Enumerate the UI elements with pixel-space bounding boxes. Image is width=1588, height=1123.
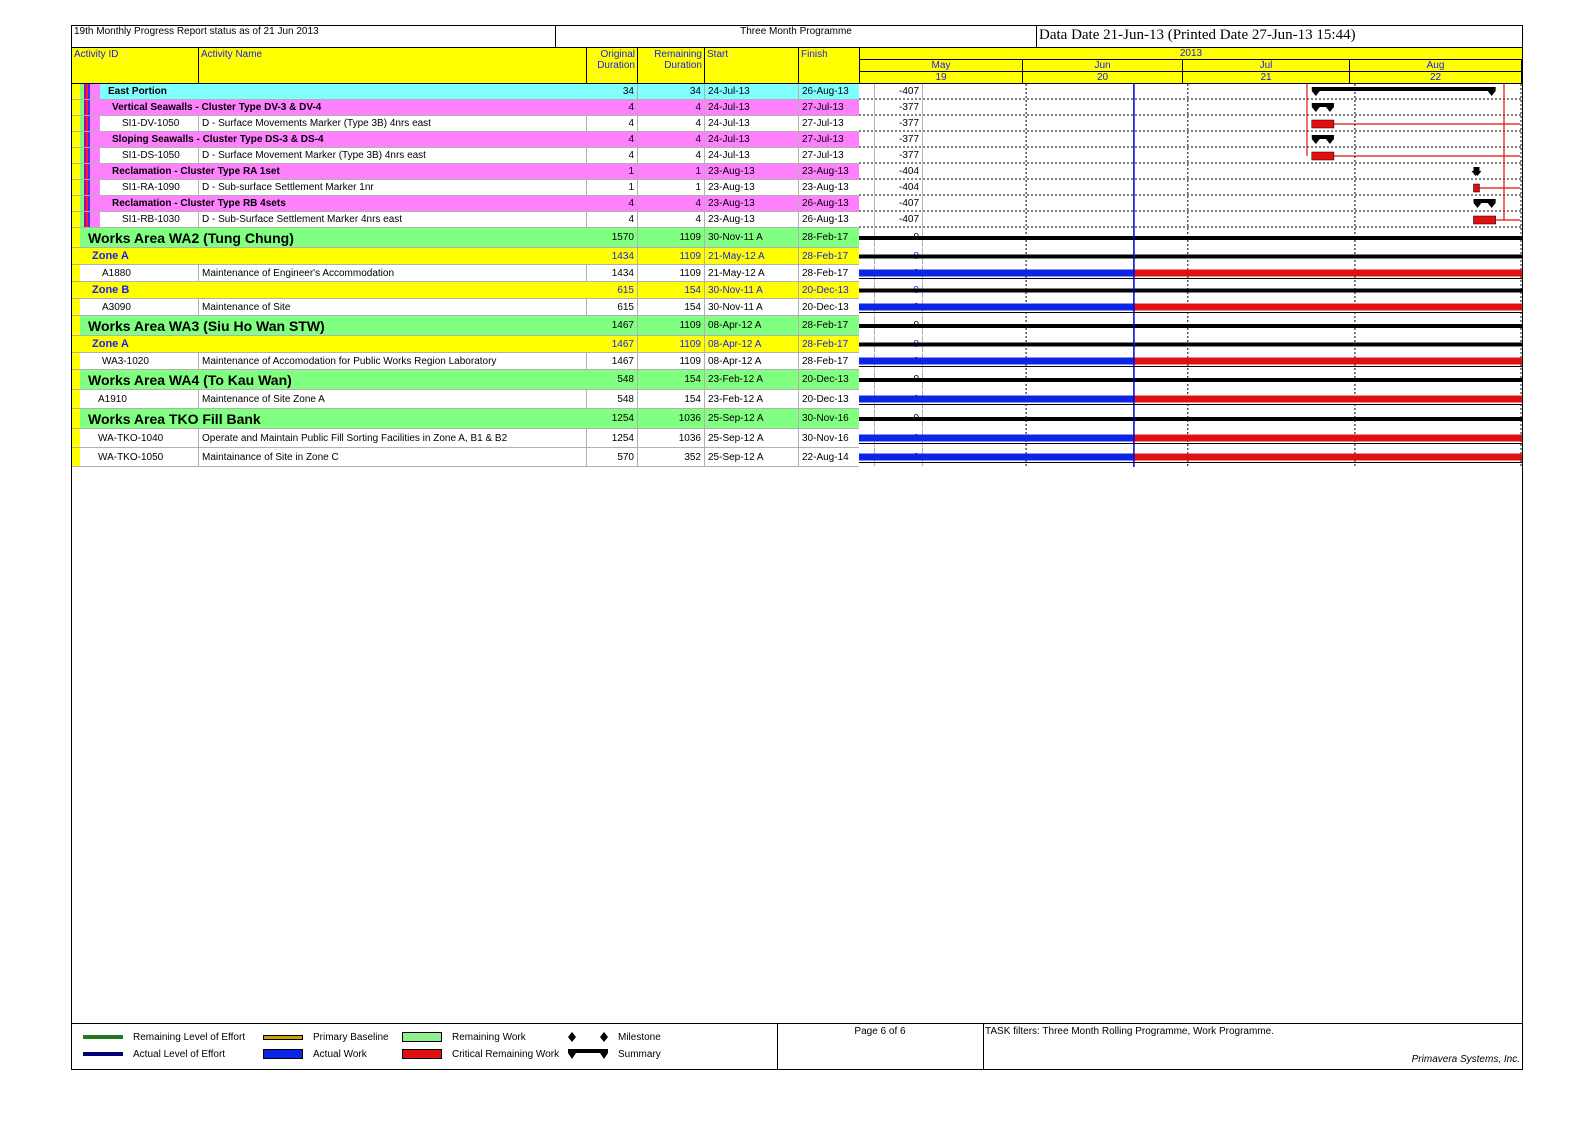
actual-work-bar [859, 454, 1134, 461]
wbs-row[interactable] [72, 84, 919, 100]
cell-od: 570 [587, 448, 638, 466]
cell-od: 1434 [587, 248, 638, 264]
actual-work-bar [859, 396, 1134, 403]
timescale-header [859, 47, 1522, 84]
cell-od: 4 [587, 148, 638, 163]
cell-tf: -407 [875, 196, 923, 211]
summary-bar-icon [568, 1049, 608, 1059]
cell-od: 4 [587, 116, 638, 131]
cell-od: 1254 [587, 409, 638, 428]
wbs-row[interactable] [72, 100, 919, 116]
cell-od: 4 [587, 100, 638, 115]
cell-rd: 154 [638, 299, 705, 315]
cell-start: 23-Aug-13 [705, 164, 799, 179]
row-gutter [72, 299, 80, 315]
wbs-row[interactable] [72, 228, 859, 248]
critical-bar [1473, 216, 1495, 224]
cell-rd: 1 [638, 164, 705, 179]
summary-bar [859, 417, 1522, 421]
cell-finish: 28-Feb-17 [799, 336, 875, 352]
wbs-row[interactable] [72, 164, 919, 180]
cell-finish: 20-Dec-13 [799, 299, 875, 315]
cell-finish: 30-Nov-16 [799, 409, 875, 428]
legend-actual-loe: Actual Level of Effort [83, 1047, 225, 1061]
row-gutter [72, 196, 100, 211]
cell-od: 1467 [587, 316, 638, 335]
col-finish[interactable]: Finish [799, 48, 875, 84]
cell-start: 24-Jul-13 [705, 100, 799, 115]
cell-id: SI1-RA-1090 [112, 180, 199, 195]
cell-finish: 20-Dec-13 [799, 282, 875, 298]
critical-bar [1134, 270, 1522, 277]
critical-bar [1312, 152, 1334, 160]
row-gutter [72, 336, 80, 352]
col-activity-id[interactable]: Activity ID [72, 48, 199, 84]
cell-tf: -377 [875, 116, 923, 131]
cell-start: 24-Jul-13 [705, 132, 799, 147]
task-filters: TASK filters: Three Month Rolling Programme, Work Programme. [985, 1026, 1274, 1037]
row-gutter [72, 212, 100, 227]
summary-bar [859, 236, 1522, 240]
cell-start: 23-Aug-13 [705, 212, 799, 227]
cell-od: 1434 [587, 265, 638, 281]
cell-start: 08-Apr-12 A [705, 336, 799, 352]
row-gutter [72, 132, 100, 147]
cell-start: 24-Jul-13 [705, 84, 799, 99]
wbs-name: Vertical Seawalls - Cluster Type DV-3 & DV-4 [112, 102, 322, 113]
summary-bar [859, 324, 1522, 328]
cell-od: 1467 [587, 353, 638, 369]
cell-start: 23-Feb-12 A [705, 370, 799, 389]
activity-row[interactable] [72, 148, 919, 164]
cell-start: 30-Nov-11 A [705, 282, 799, 298]
cell-rd: 4 [638, 212, 705, 227]
summary-bar [1312, 103, 1334, 112]
cell-start: 23-Aug-13 [705, 180, 799, 195]
cell-start: 08-Apr-12 A [705, 353, 799, 369]
row-gutter [72, 282, 80, 298]
cell-rd: 1109 [638, 248, 705, 264]
cell-rd: 1036 [638, 409, 705, 428]
programme-title: Three Month Programme [740, 26, 852, 37]
data-date-title: Data Date 21-Jun-13 (Printed Date 27-Jun-13 15:44) [1036, 25, 1522, 47]
cell-finish: 28-Feb-17 [799, 265, 875, 281]
cell-start: 08-Apr-12 A [705, 316, 799, 335]
timescale-week: 20 [1023, 72, 1183, 84]
cell-tf: -377 [875, 132, 923, 147]
cell-start: 21-May-12 A [705, 265, 799, 281]
row-gutter [72, 228, 80, 247]
cell-od: 548 [587, 390, 638, 408]
wbs-name: Works Area WA4 (To Kau Wan) [88, 371, 292, 388]
wbs-name: Reclamation - Cluster Type RA 1set [112, 166, 280, 177]
cell-finish: 23-Aug-13 [799, 180, 875, 195]
cell-start: 25-Sep-12 A [705, 409, 799, 428]
row-gutter [72, 316, 80, 335]
cell-od: 615 [587, 299, 638, 315]
cell-od: 548 [587, 370, 638, 389]
legend-milestone: Milestone [568, 1030, 661, 1044]
legend-actual-work: Actual Work [263, 1047, 367, 1061]
critical-bar [1473, 184, 1479, 192]
cell-finish: 30-Nov-16 [799, 429, 875, 447]
cell-rd: 154 [638, 370, 705, 389]
gantt-chart [859, 84, 1522, 476]
cell-rd: 1109 [638, 265, 705, 281]
report-title: 19th Monthly Progress Report status as of 21 Jun 2013 [72, 25, 556, 47]
cell-name: Maintainance of Site in Zone C [199, 448, 587, 466]
row-gutter [72, 370, 80, 389]
wbs-row[interactable] [72, 409, 859, 429]
wbs-row[interactable] [72, 132, 919, 148]
timescale-month: May [860, 60, 1023, 72]
cell-rd: 4 [638, 116, 705, 131]
wbs-name: Zone B [92, 284, 130, 296]
wbs-name: Reclamation - Cluster Type RB 4sets [112, 198, 286, 209]
legend-swatch [402, 1049, 442, 1059]
row-gutter [72, 248, 80, 264]
activity-row[interactable] [72, 353, 859, 370]
col-original-duration[interactable]: Original Duration [587, 48, 638, 84]
row-gutter [72, 390, 80, 408]
cell-rd: 1 [638, 180, 705, 195]
timescale-week: 19 [860, 72, 1023, 84]
critical-bar [1134, 435, 1522, 442]
timescale-year: 2013 [860, 48, 1522, 60]
cell-start: 24-Jul-13 [705, 148, 799, 163]
cell-od: 34 [587, 84, 638, 99]
cell-od: 4 [587, 196, 638, 211]
cell-rd: 4 [638, 148, 705, 163]
cell-start: 30-Nov-11 A [705, 228, 799, 247]
row-gutter [72, 429, 80, 447]
cell-name: Maintenance of Accomodation for Public Works Region Laboratory [199, 353, 587, 369]
cell-id: SI1-DV-1050 [112, 116, 199, 131]
cell-rd: 1109 [638, 228, 705, 247]
cell-finish: 22-Aug-14 [799, 448, 875, 466]
cell-finish: 23-Aug-13 [799, 164, 875, 179]
legend-remaining-loe: Remaining Level of Effort [83, 1030, 245, 1044]
wbs-row[interactable] [72, 196, 919, 212]
cell-rd: 34 [638, 84, 705, 99]
cell-rd: 1109 [638, 316, 705, 335]
critical-bar [1312, 120, 1334, 128]
cell-rd: 4 [638, 132, 705, 147]
cell-id: A1910 [88, 390, 199, 408]
cell-name: D - Surface Movement Marker (Type 3B) 4nrs east [199, 148, 587, 163]
timescale-month: Jul [1183, 60, 1350, 72]
wbs-row[interactable] [72, 282, 859, 299]
summary-bar [859, 289, 1522, 293]
cell-finish: 27-Jul-13 [799, 100, 875, 115]
critical-bar [1134, 396, 1522, 403]
cell-finish: 28-Feb-17 [799, 228, 875, 247]
cell-rd: 154 [638, 390, 705, 408]
cell-finish: 28-Feb-17 [799, 316, 875, 335]
cell-rd: 1109 [638, 336, 705, 352]
cell-finish: 26-Aug-13 [799, 212, 875, 227]
col-remaining-duration[interactable]: Remaining Duration [638, 48, 705, 84]
wbs-name: Works Area WA3 (Siu Ho Wan STW) [88, 317, 325, 334]
cell-finish: 20-Dec-13 [799, 370, 875, 389]
cell-rd: 352 [638, 448, 705, 466]
legend-swatch [263, 1049, 303, 1059]
critical-bar [1134, 454, 1522, 461]
column-header [72, 47, 859, 84]
cell-tf: -404 [875, 180, 923, 195]
summary-bar [859, 343, 1522, 347]
wbs-name: Zone A [92, 338, 129, 350]
actual-work-bar [859, 270, 1134, 277]
row-gutter [72, 164, 100, 179]
summary-bar [1473, 199, 1495, 208]
cell-tf: -377 [875, 100, 923, 115]
activity-row[interactable] [72, 265, 859, 282]
cell-tf: -404 [875, 164, 923, 179]
cell-finish: 26-Aug-13 [799, 196, 875, 211]
cell-id: WA-TKO-1040 [88, 429, 199, 447]
cell-finish: 27-Jul-13 [799, 116, 875, 131]
cell-rd: 1036 [638, 429, 705, 447]
row-gutter [72, 100, 100, 115]
cell-id: WA-TKO-1050 [88, 448, 199, 466]
cell-start: 21-May-12 A [705, 248, 799, 264]
legend-swatch [263, 1035, 303, 1040]
activity-row[interactable] [72, 429, 859, 448]
legend-summary: Summary [568, 1047, 661, 1061]
cell-finish: 27-Jul-13 [799, 132, 875, 147]
legend-panel [71, 1023, 1523, 1070]
cell-od: 1570 [587, 228, 638, 247]
timescale-week: 21 [1183, 72, 1350, 84]
actual-work-bar [859, 304, 1134, 311]
row-gutter [72, 448, 80, 466]
cell-start: 24-Jul-13 [705, 116, 799, 131]
legend-critical-remaining-work: Critical Remaining Work [402, 1047, 559, 1061]
cell-name: Maintenance of Site [199, 299, 587, 315]
row-gutter [72, 116, 100, 131]
timescale-month: Jun [1023, 60, 1183, 72]
cell-tf: -407 [875, 212, 923, 227]
col-start[interactable]: Start [705, 48, 799, 84]
cell-od: 1 [587, 180, 638, 195]
cell-id: A3090 [92, 299, 199, 315]
cell-od: 4 [587, 132, 638, 147]
wbs-name: Works Area TKO Fill Bank [88, 410, 261, 427]
legend-remaining-work: Remaining Work [402, 1030, 526, 1044]
wbs-row[interactable] [72, 336, 859, 353]
row-gutter [72, 148, 100, 163]
diamond-icon [568, 1032, 608, 1042]
cell-name: Maintenance of Site Zone A [199, 390, 587, 408]
wbs-name: Sloping Seawalls - Cluster Type DS-3 & DS-4 [112, 134, 324, 145]
cell-od: 615 [587, 282, 638, 298]
legend-primary-baseline: Primary Baseline [263, 1030, 389, 1044]
cell-name: D - Sub-Surface Settlement Marker 4nrs east [199, 212, 587, 227]
legend-swatch [83, 1052, 123, 1056]
row-gutter [72, 84, 100, 99]
wbs-name: Zone A [92, 250, 129, 262]
cell-start: 25-Sep-12 A [705, 429, 799, 447]
cell-start: 23-Aug-13 [705, 196, 799, 211]
wbs-name: East Portion [108, 86, 167, 97]
activity-row[interactable] [72, 390, 859, 409]
col-activity-name[interactable]: Activity Name [199, 48, 587, 84]
cell-name: D - Surface Movements Marker (Type 3B) 4nrs east [199, 116, 587, 131]
actual-work-bar [859, 435, 1134, 442]
cell-name: D - Sub-surface Settlement Marker 1nr [199, 180, 587, 195]
cell-finish: 28-Feb-17 [799, 248, 875, 264]
cell-finish: 26-Aug-13 [799, 84, 875, 99]
cell-name: Operate and Maintain Public Fill Sorting Facilities in Zone A, B1 & B2 [199, 429, 587, 447]
timescale-month: Aug [1350, 60, 1522, 72]
vendor-name: Primavera Systems, Inc. [1411, 1054, 1520, 1065]
cell-rd: 1109 [638, 353, 705, 369]
wbs-row[interactable] [72, 370, 859, 390]
critical-bar [1134, 358, 1522, 365]
cell-od: 1467 [587, 336, 638, 352]
cell-start: 25-Sep-12 A [705, 448, 799, 466]
row-gutter [72, 409, 80, 428]
cell-od: 1254 [587, 429, 638, 447]
activity-row[interactable] [72, 116, 919, 132]
cell-name: Maintenance of Engineer's Accommodation [199, 265, 587, 281]
cell-id: A1880 [92, 265, 199, 281]
critical-bar [1134, 304, 1522, 311]
activity-row[interactable] [72, 299, 859, 316]
cell-finish: 27-Jul-13 [799, 148, 875, 163]
summary-bar [1312, 87, 1496, 96]
cell-od: 1 [587, 164, 638, 179]
legend-swatch [83, 1035, 123, 1039]
cell-rd: 154 [638, 282, 705, 298]
summary-bar [1471, 167, 1481, 176]
page-number: Page 6 of 6 [854, 1026, 906, 1037]
cell-tf: -407 [875, 84, 923, 99]
cell-start: 30-Nov-11 A [705, 299, 799, 315]
cell-tf: -377 [875, 148, 923, 163]
cell-rd: 4 [638, 100, 705, 115]
wbs-row[interactable] [72, 248, 859, 265]
legend-divider [983, 1024, 984, 1070]
row-gutter [72, 180, 100, 195]
summary-bar [859, 378, 1522, 382]
legend-swatch [402, 1032, 442, 1042]
wbs-row[interactable] [72, 316, 859, 336]
wbs-name: Works Area WA2 (Tung Chung) [88, 229, 294, 246]
activity-row[interactable] [72, 212, 919, 228]
activity-row[interactable] [72, 180, 919, 196]
cell-finish: 28-Feb-17 [799, 353, 875, 369]
cell-id: SI1-DS-1050 [112, 148, 199, 163]
timescale-week: 22 [1350, 72, 1522, 84]
summary-bar [859, 255, 1522, 259]
cell-start: 23-Feb-12 A [705, 390, 799, 408]
cell-rd: 4 [638, 196, 705, 211]
actual-work-bar [859, 358, 1134, 365]
cell-id: WA3-1020 [92, 353, 199, 369]
summary-bar [1312, 135, 1334, 144]
cell-od: 4 [587, 212, 638, 227]
cell-id: SI1-RB-1030 [112, 212, 199, 227]
row-gutter [72, 265, 80, 281]
activity-row[interactable] [72, 448, 859, 467]
cell-finish: 20-Dec-13 [799, 390, 875, 408]
row-gutter [72, 353, 80, 369]
